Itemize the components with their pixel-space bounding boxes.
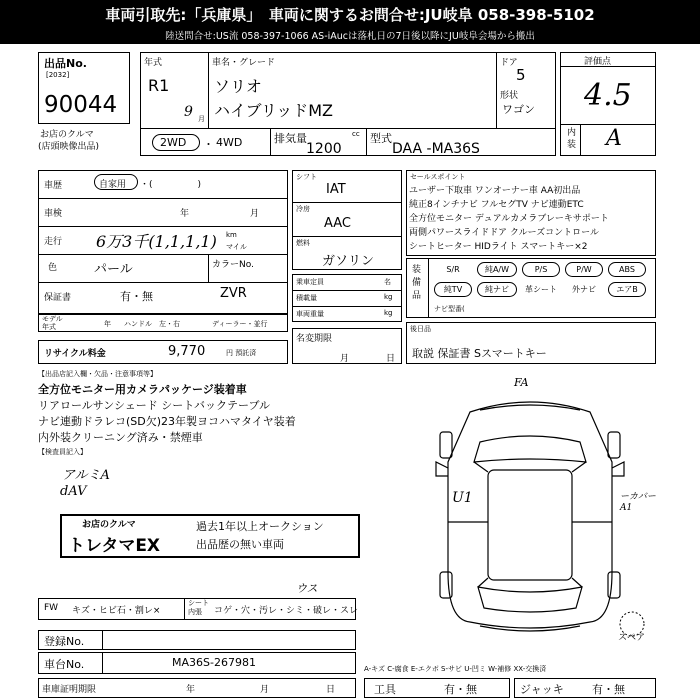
diagram-spare: スペア xyxy=(618,633,646,643)
seat-label: シート 内張 xyxy=(188,599,209,616)
cooling-label: 冷房 xyxy=(296,205,310,213)
defect-legend: A-キズ C-腐食 E-エクボ S-サビ U-凹ミ W-補修 XX-交換済 xyxy=(364,665,547,673)
floor-label: FW xyxy=(44,603,59,613)
sales-point-0: ユーザー下取車 ワンオーナー車 AA初出品 xyxy=(409,186,581,196)
shop-car-sub: (店頭映像出品) xyxy=(38,142,100,152)
lot-label: 出品No. xyxy=(44,57,87,70)
garage-month: 月 xyxy=(260,685,270,695)
interior-value: A xyxy=(606,126,622,151)
interior-label: 内 装 xyxy=(567,128,577,150)
equip-leather: 革シート xyxy=(525,285,557,294)
sales-point-4: シートヒーター HIDライト スマートキー×2 xyxy=(409,242,588,252)
equip-ext-navi: 外ナビ xyxy=(572,285,596,294)
equip-power-window: P/W xyxy=(565,262,603,277)
lot-number: 90044 xyxy=(44,92,118,118)
capacity-unit-0: 名 xyxy=(384,278,391,286)
displacement-label: 排気量 xyxy=(274,132,307,145)
shape-value: ワゴン xyxy=(502,103,535,116)
doors-label: ドア xyxy=(500,58,518,68)
sales-points-label: セールスポイント xyxy=(410,173,466,181)
name-change-day: 日 xyxy=(386,354,396,364)
capacity-label-0: 乗車定員 xyxy=(296,278,324,286)
fuel-value: ガソリン xyxy=(322,254,375,269)
garage-year: 年 xyxy=(186,685,196,695)
model-row-handle: ハンドル 左・右 xyxy=(124,320,180,328)
recycle-value: 9,770 xyxy=(168,344,206,359)
shop-car-label: お店のクルマ xyxy=(40,130,94,140)
warranty-label: 保証書 xyxy=(44,293,72,303)
note-3: 内外装クリーニング済み・禁煙車 xyxy=(38,431,203,444)
diagram-front-mark: FA xyxy=(514,376,529,389)
inspector-line-0: アルミA xyxy=(62,468,110,483)
lot-sub: [2032] xyxy=(46,71,70,79)
score-value: 4.5 xyxy=(584,78,632,113)
equip-power-steering: P/S xyxy=(522,262,560,277)
capacity-label-1: 積載量 xyxy=(296,294,317,302)
floor-items: キズ・ヒビ石・割レ× xyxy=(72,606,161,616)
inspector-line-1: dAV xyxy=(60,484,87,499)
chassis-label: 車台No. xyxy=(44,658,85,671)
header-transport-line: 陸送問合せ:US流 058-397-1066 AS-iAucは落札日の7日後以降にJU岐阜会場から搬出 xyxy=(0,30,700,44)
jack-label: ジャッキ xyxy=(520,683,564,696)
sales-point-2: 全方位モニター デュアルカメラブレーキサポート xyxy=(409,214,609,224)
mileage-label: 走行 xyxy=(44,237,63,247)
color-label: 色 xyxy=(48,263,58,273)
seat-items: コゲ・穴・汚レ・シミ・破レ・スレ xyxy=(214,606,359,616)
score-label: 評価点 xyxy=(584,57,612,67)
jack-value: 有・無 xyxy=(592,683,625,696)
registration-label: 登録No. xyxy=(44,635,85,648)
tools-label: 工具 xyxy=(374,683,396,696)
recycle-unit: 円 預託済 xyxy=(226,349,257,357)
year-era: R1 xyxy=(148,76,170,95)
shape-label: 形状 xyxy=(500,91,519,101)
mileage-unit-km: km xyxy=(226,231,237,239)
name-label: 車名・グレード xyxy=(212,58,276,68)
color-value: パール xyxy=(94,262,133,277)
model-row-label: モデル 年式 xyxy=(42,315,63,331)
auction-sheet: 車両引取先:「兵庫県」 車両に関するお問合せ:JU岐阜 058-398-5102 陸送問合せ:US流 058-397-1066 AS-iAucは落札日の7日後以降にJU岐阜会場から搬出 出品No. [2032] 90044 お店のクルマ (店頭映像出品) 年式 R1 9 月 車名・グレード ソリオ ハイブリッドMZ ドア 5 形状 ワゴン 2WD ・ 4WD 排気量 cc 1200 型式 DAA -MA36S 評価点 4.5 内 装 A 車歴 自家用 ・( ) 車検 年 月 走行 6万3千(1,1,1,1) km マイル 色 パール カラーNo. 保証書 有・無 ZVR モデル 年式 年 ハンドル 左・右 ディーラー・並行 リサイクル料金 9,770 円 預託済 シフト IAT 冷房 AAC 燃料 ガソリン 乗車定員 名 積載量 kg 車両重量 kg 名変期限 月 日 セールスポイント ユーザー下取車 ワンオーナー車 AA初出品 純正8インチナビ フルセグTV ナビ連動ETC 全方位モニター デュアルカメラブレーキサポート 両側パワースライドドア クルーズコントロール シートヒーター HIDライト スマートキー×2 装 備 品 S/R 純A/W P/S P/W ABS 純TV 純ナビ 革シート 外ナビ エアB ナビ型番( 後日品 取説 保証書 Sスマートキー 【出品店記入欄・欠品・注意事項等】 全方位モニター用カメラパッケージ装着車 リアロールサンシェード シートバックテーブル ナビ連動ドラレコ(SD欠)23年製ヨコハマタイヤ装着 内外装クリーニング済み・禁煙車 【検査員記入】 アルミA dAV お店のクルマ トレタマEX 過去1年以上オークション 出品歴の無い車両 FA U1 ーカバー A1 スペア FW キズ・ヒビ石・割レ× シート 内張 コゲ・穴・汚レ・シミ・破レ・スレ ウス 登録No. 車台No. MA36S-267981 A-キズ C-腐食 E-エクボ S-サビ U-凹ミ W-補修 XX-交換済 車庫証明期限 年 月 日 工具 有・無 ジャッキ 有・無 xyxy=(0,0,700,700)
inspection-year-unit: 年 xyxy=(180,209,190,219)
car-model: ソリオ xyxy=(214,77,262,96)
history-label: 車歴 xyxy=(44,181,63,191)
cooling-value: AAC xyxy=(324,216,351,231)
history-value: 自家用 xyxy=(99,180,127,190)
chassis-value: MA36S-267981 xyxy=(172,656,256,669)
equipment-label: 装 備 品 xyxy=(412,265,422,301)
header-contact-line: 車両引取先:「兵庫県」 車両に関するお問合せ:JU岐阜 058-398-5102 xyxy=(0,0,700,30)
inspector-label: 【検査員記入】 xyxy=(38,448,87,456)
equip-abs: ABS xyxy=(608,262,646,277)
tools-value: 有・無 xyxy=(444,683,477,696)
garage-day: 日 xyxy=(326,685,336,695)
type-label: 型式 xyxy=(370,132,392,145)
diagram-cover-note: ーカバー A1 xyxy=(620,492,656,513)
name-change-label: 名変期限 xyxy=(296,334,333,344)
displacement-unit: cc xyxy=(352,130,360,138)
inspection-label: 車検 xyxy=(44,209,63,219)
garage-label: 車庫証明期限 xyxy=(42,685,97,695)
equip-tv: 純TV xyxy=(434,282,472,297)
registration-row xyxy=(38,630,356,650)
car-grade: ハイブリッドMZ xyxy=(214,101,334,120)
equipment-navi-label: ナビ型番( xyxy=(434,305,465,313)
equip-navi: 純ナビ xyxy=(477,282,517,297)
doors-value: 5 xyxy=(516,66,526,84)
mileage-digits: 6万3千(1,1,1,1) xyxy=(96,232,217,251)
mileage-unit-mile: マイル xyxy=(226,243,247,251)
equip-airbag: エアB xyxy=(608,282,646,297)
fuel-label: 燃料 xyxy=(296,239,310,247)
after-fit-value: 取説 保証書 Sスマートキー xyxy=(412,347,547,360)
type-value: DAA -MA36S xyxy=(392,141,480,157)
shift-value: IAT xyxy=(326,182,346,197)
name-change-month: 月 xyxy=(340,354,350,364)
ex-shop: お店のクルマ xyxy=(82,520,136,530)
drive-selected: 2WD xyxy=(160,136,187,149)
model-row-dealer: ディーラー・並行 xyxy=(212,320,268,328)
ex-line1: 過去1年以上オークション xyxy=(196,520,324,533)
model-row-year: 年 xyxy=(104,320,111,328)
notes-label: 【出品店記入欄・欠品・注意事項等】 xyxy=(38,370,157,378)
color-code: ZVR xyxy=(220,286,247,301)
diagram-left-mark: U1 xyxy=(452,490,473,506)
displacement-value: 1200 xyxy=(306,141,342,157)
year-month-unit: 月 xyxy=(198,115,205,123)
capacity-label-2: 車両重量 xyxy=(296,310,324,318)
note-2: ナビ連動ドラレコ(SD欠)23年製ヨコハマタイヤ装着 xyxy=(38,415,296,428)
history-rest: ・( ) xyxy=(140,180,202,190)
shift-label: シフト xyxy=(296,173,317,181)
recycle-label: リサイクル料金 xyxy=(44,349,106,359)
year-month: 9 xyxy=(184,104,193,120)
year-label: 年式 xyxy=(144,58,163,68)
equip-sr: S/R xyxy=(446,265,460,274)
color-code-label: カラーNo. xyxy=(212,260,254,270)
after-fit-label: 後日品 xyxy=(410,325,431,333)
seat-scratch-note: ウス xyxy=(296,582,318,595)
warranty-value: 有・無 xyxy=(120,290,153,303)
drive-other: 4WD xyxy=(216,136,243,149)
sales-point-1: 純正8インチナビ フルセグTV ナビ連動ETC xyxy=(409,200,584,210)
capacity-unit-1: kg xyxy=(384,293,393,301)
note-1: リアロールサンシェード シートバックテーブル xyxy=(38,399,271,412)
capacity-unit-2: kg xyxy=(384,309,393,317)
ex-brand: トレタマEX xyxy=(68,536,161,556)
sales-point-3: 両側パワースライドドア クルーズコントロール xyxy=(409,228,599,238)
inspection-month-unit: 月 xyxy=(250,209,260,219)
equip-alloy-wheel: 純A/W xyxy=(477,262,517,277)
ex-line2: 出品歴の無い車両 xyxy=(196,538,284,551)
note-0: 全方位モニター用カメラパッケージ装着車 xyxy=(38,383,247,396)
